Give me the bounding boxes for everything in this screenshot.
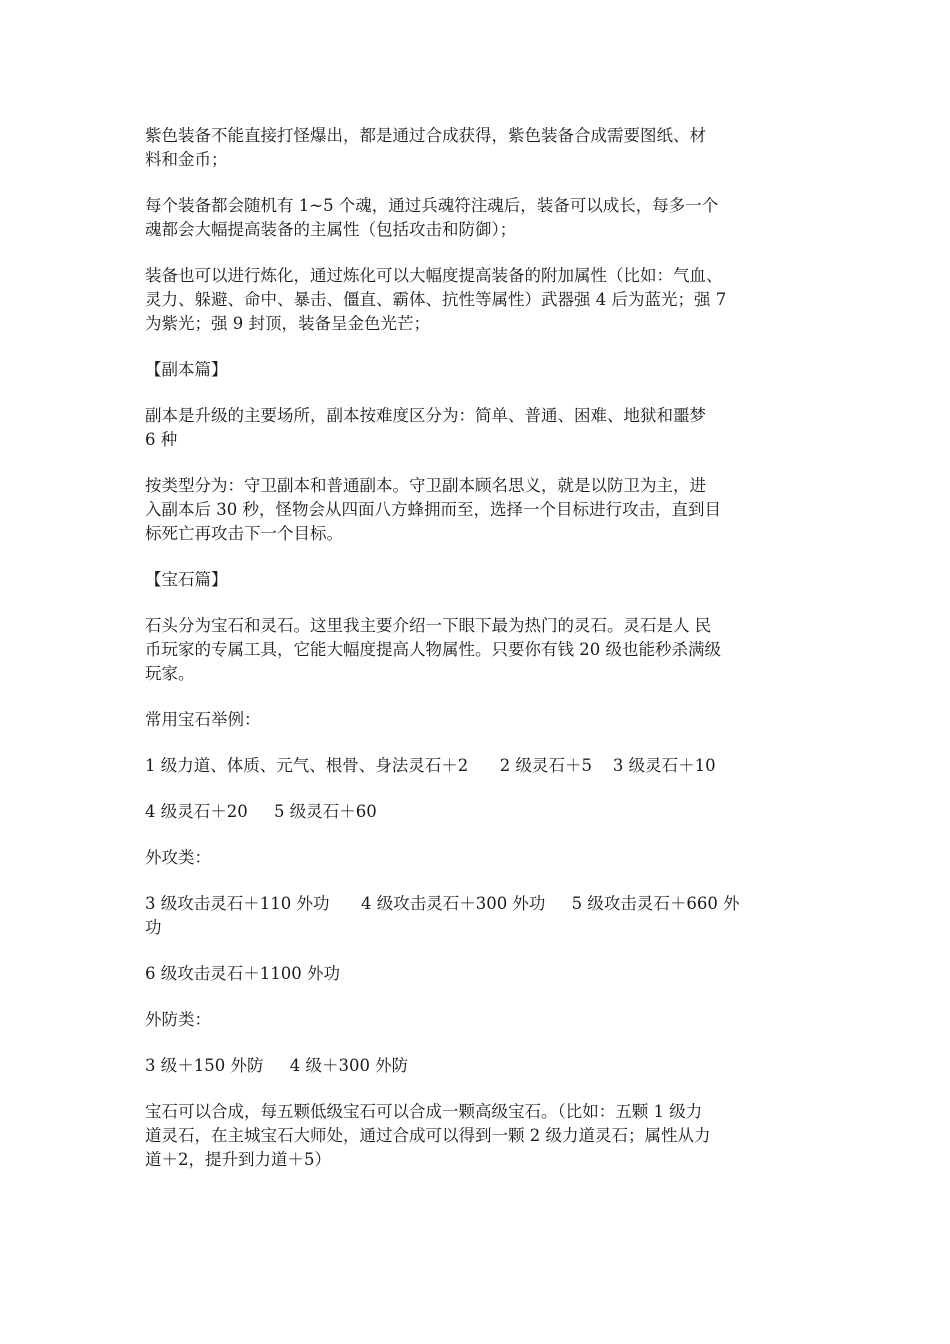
- paragraph: [145, 1008, 810, 1032]
- text-line: 入副本后 30 秒，怪物会从四面八方蜂拥而至，选择一个目标进行攻击，直到目: [145, 500, 721, 519]
- text-line: 玩家。: [145, 664, 195, 683]
- paragraph: [145, 358, 810, 382]
- text-line: 1 级力道、体质、元气、根骨、身法灵石＋2 2 级灵石＋5 3 级灵石＋10: [145, 756, 716, 775]
- text-line: 按类型分为：守卫副本和普通副本。守卫副本顾名思义，就是以防卫为主，进: [145, 476, 706, 495]
- paragraph: [145, 194, 810, 242]
- text-line: 副本是升级的主要场所，副本按难度区分为：简单、普通、困难、地狱和噩梦: [145, 406, 706, 425]
- text-line: 3 级＋150 外防 4 级＋300 外防: [145, 1056, 409, 1075]
- text-line: 3 级攻击灵石＋110 外功 4 级攻击灵石＋300 外功 5 级攻击灵石＋660 外: [145, 894, 740, 913]
- paragraph: [145, 754, 810, 778]
- paragraph: [145, 264, 810, 336]
- paragraph: [145, 124, 810, 172]
- paragraph: [145, 568, 810, 592]
- text-line: 石头分为宝石和灵石。这里我主要介绍一下眼下最为热门的灵石。灵石是人 民: [145, 616, 712, 635]
- text-line: 6 级攻击灵石＋1100 外功: [145, 964, 340, 983]
- text-line: 币玩家的专属工具，它能大幅度提高人物属性。只要你有钱 20 级也能秒杀满级: [145, 640, 721, 659]
- text-line: 【宝石篇】: [145, 570, 228, 589]
- text-line: 紫色装备不能直接打怪爆出，都是通过合成获得，紫色装备合成需要图纸、材: [145, 126, 706, 145]
- text-line: 宝石可以合成，每五颗低级宝石可以合成一颗高级宝石。（比如：五颗 1 级力: [145, 1102, 703, 1121]
- text-line: 魂都会大幅提高装备的主属性（包括攻击和防御）；: [145, 220, 517, 239]
- text-line: 每个装备都会随机有 1~5 个魂，通过兵魂符注魂后，装备可以成长，每多一个: [145, 196, 719, 215]
- text-line: 标死亡再攻击下一个目标。: [145, 524, 343, 543]
- text-line: 装备也可以进行炼化，通过炼化可以大幅度提高装备的附加属性（比如：气血、: [145, 266, 723, 285]
- document-body: [145, 124, 810, 1194]
- text-line: 料和金币；: [145, 150, 228, 169]
- text-line: 【副本篇】: [145, 360, 228, 379]
- paragraph: [145, 846, 810, 870]
- paragraph: [145, 474, 810, 546]
- text-line: 4 级灵石＋20 5 级灵石＋60: [145, 802, 377, 821]
- paragraph: [145, 1100, 810, 1172]
- paragraph: [145, 892, 810, 940]
- paragraph: [145, 614, 810, 686]
- paragraph: [145, 962, 810, 986]
- text-line: 6 种: [145, 430, 178, 449]
- text-line: 为紫光；强 9 封顶，装备呈金色光芒；: [145, 314, 430, 333]
- text-line: 灵力、躲避、命中、暴击、僵直、霸体、抗性等属性）武器强 4 后为蓝光；强 7: [145, 290, 727, 309]
- text-line: 功: [145, 918, 162, 937]
- text-line: 道＋2，提升到力道＋5）: [145, 1150, 331, 1169]
- text-line: 常用宝石举例：: [145, 710, 261, 729]
- text-line: 外攻类：: [145, 848, 211, 867]
- text-line: 道灵石，在主城宝石大师处，通过合成可以得到一颗 2 级力道灵石；属性从力: [145, 1126, 711, 1145]
- paragraph: [145, 708, 810, 732]
- paragraph: [145, 404, 810, 452]
- text-line: 外防类：: [145, 1010, 211, 1029]
- paragraph: [145, 800, 810, 824]
- paragraph: [145, 1054, 810, 1078]
